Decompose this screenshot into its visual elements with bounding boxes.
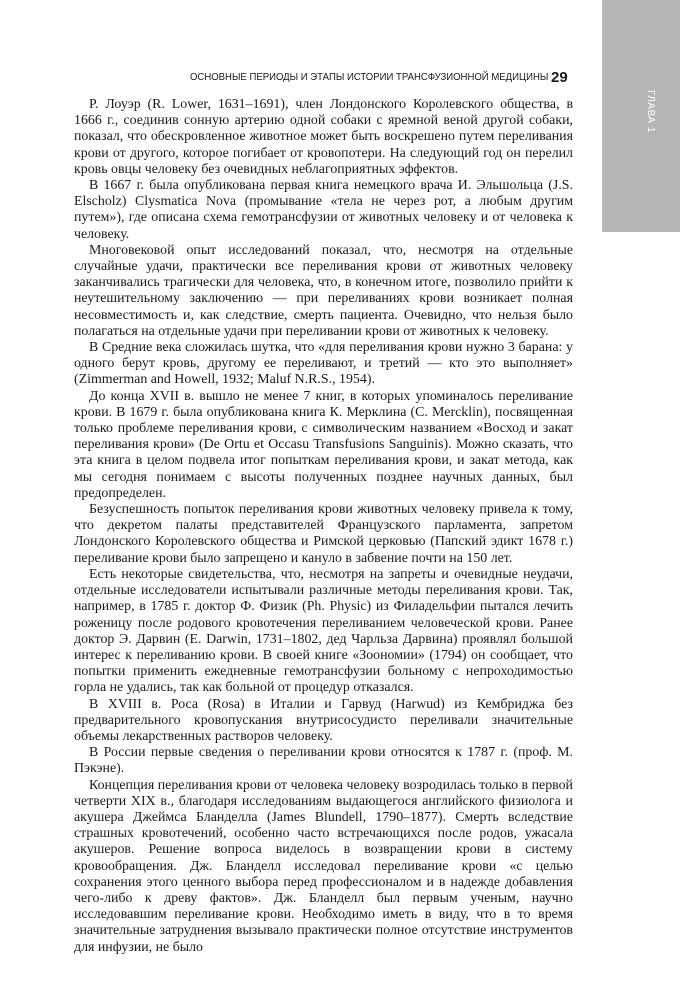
paragraph: Многовековой опыт исследований показал, что, несмотря на отдельные случайные удачи, практически все переливания крови от животных человеку заканчивались трагически для человека, что, в конечном итоге, позволило прийти к неутешительному заключению — при переливаниях крови возникает полная несовместимость и, как следствие, смерть пациента. Очевидно, что нельзя было полагаться на отдельные удачи при переливании крови от животных к человеку. <box>74 242 573 339</box>
paragraph: До конца XVII в. вышло не менее 7 книг, в которых упоминалось переливание крови. В 1679 г. была опубликована книга К. Мерклина (C. Mercklin), посвященная только проблеме переливания крови, с символическим названием «Восход и закат переливания крови» (De Ortu et Occasu Transfusions Sanguinis). Можно сказать, что эта книга в целом подвела итог попыткам переливания крови, и закат метода, как мы сегодня понимаем с высоты полученных позднее научных данных, был предопределен. <box>74 388 573 501</box>
body-text <box>74 97 573 956</box>
running-header: ОСНОВНЫЕ ПЕРИОДЫ И ЭТАПЫ ИСТОРИИ ТРАНСФУЗИОННОЙ МЕДИЦИНЫ <box>190 72 549 83</box>
paragraph: В Средние века сложилась шутка, что «для переливания крови нужно 3 барана: у одного берут кровь, другому ее переливают, и третий — кто это выполняет» (Zimmerman and Howell, 1932; Maluf N.R.S., 1954). <box>74 340 573 388</box>
paragraph: Р. Лоуэр (R. Lower, 1631–1691), член Лондонского Королевского общества, в 1666 г., соединив сонную артерию одной собаки с яремной веной другой собаки, показал, что обескровленное животное может быть воскрешено путем переливания крови от другого, которое погибает от кровопотери. На следующий год он перелил кровь овцы человеку без очевидных неблагоприятных эффектов. <box>74 97 573 177</box>
paragraph: Есть некоторые свидетельства, что, несмотря на запреты и очевидные неудачи, отдельные исследователи испытывали различные методы переливания крови. Так, например, в 1785 г. доктор Ф. Физик (Ph. Physic) из Филадельфии пытался лечить роженицу после родового кровотечения переливанием человеческой крови. Ранее доктор Э. Дарвин (E. Darwin, 1731–1802, дед Чарльза Дарвина) проявлял большой интерес к переливанию крови. В своей книге «Зоономии» (1794) он сообщает, что попытки применить ежедневные гемотрансфузии больному с непроходимостью горла не удались, так как больной от процедур отказался. <box>74 566 573 696</box>
paragraph: Безуспешность попыток переливания крови животных человеку привела к тому, что декретом палаты представителей Французского парламента, запретом Лондонского Королевского общества и Римской церковью (Папский эдикт 1678 г.) переливание крови было запрещено и кануло в забвение почти на 150 лет. <box>74 502 573 566</box>
paragraph: В XVIII в. Роса (Rosa) в Италии и Гарвуд (Harwud) из Кембриджа без предварительного кровопускания внутрисосудисто переливали значительные объемы лекарственных растворов человеку. <box>74 696 573 744</box>
paragraph: В России первые сведения о переливании крови относятся к 1787 г. (проф. М. Пэкэне). <box>74 745 573 777</box>
paragraph: В 1667 г. была опубликована первая книга немецкого врача И. Эльшольца (J.S. Elscholz) Clysmatica Nova (промывание «тела не через рот, а любым другим путем»), где описана схема гемотрансфузии от животных человеку и от человека к человеку. <box>74 178 573 242</box>
paragraph: Концепция переливания крови от человека человеку возродилась только в первой четверти XIX в., благодаря исследованиям выдающегося английского физиолога и акушера Джеймса Бланделла (James Blundell, 1790–1877). Смерть вследствие страшных кровотечений, особенно часто встречающихся после родов, ужасала акушеров. Решение вопроса виделось в возвращении крови в систему кровообращения. Дж. Бланделл исследовал переливание крови «с целью сохранения этого ценного выбора перед профессионалом и в надежде добавления чего-либо к древу фактов». Дж. Бланделл был первым ученым, научно исследовавшим переливание крови. Необходимо иметь в виду, что в то время значительные затруднения вызывало практически полное отсутствие инструментов для инфузии, не было <box>74 777 573 955</box>
page-number: 29 <box>551 69 568 86</box>
chapter-label: ГЛАВА 1 <box>645 90 656 133</box>
